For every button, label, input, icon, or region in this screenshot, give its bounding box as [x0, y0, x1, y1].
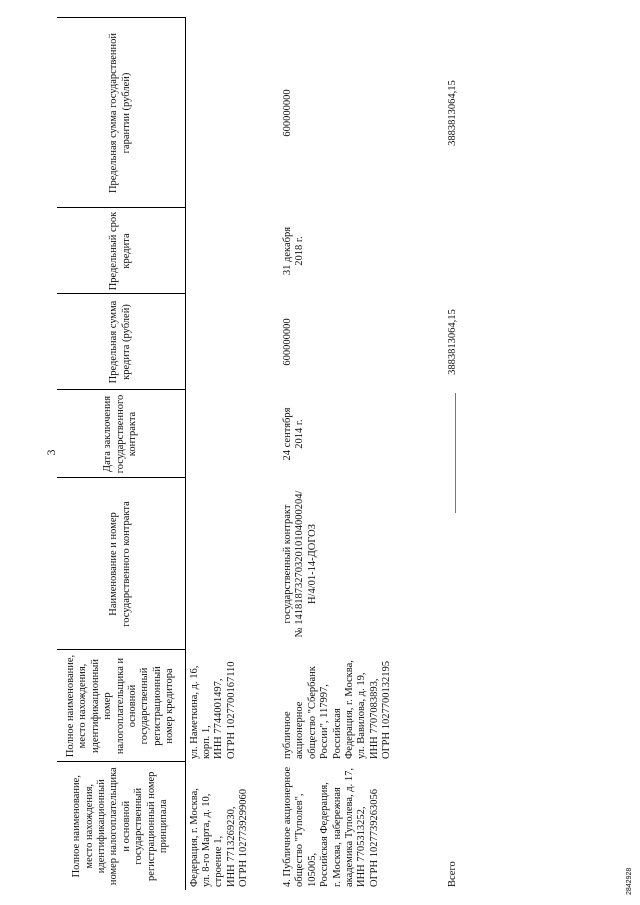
date-cell: 24 сентября 2014 г.: [282, 407, 306, 461]
header-term: Предельный срок кредита: [57, 208, 185, 294]
header-credit-sum: Предельная сумма кредита (рублей): [57, 294, 185, 390]
total-guarantee: 3883813064,15: [446, 80, 458, 146]
page-number: 3: [44, 449, 58, 456]
contract-cell: государственный контракт № 1418187327032010104000204/ Н/4/01-14-ДОГОЗ: [282, 490, 318, 638]
total-label: Всего: [446, 861, 458, 887]
principal-cell: Федерация, г. Москва, ул. 8-го Марта, д. 10, строение 1, ИНН 7713269230, ОГРН 1027739299060: [188, 788, 249, 887]
header-date: Дата заключения государственного контракта: [57, 390, 185, 478]
credit-sum-cell: 600000000: [282, 318, 293, 366]
guarantee-table: [57, 18, 459, 891]
header-contract: Наименование и номер государственного контракта: [57, 478, 185, 650]
credit-sum-cell: [185, 294, 279, 390]
table-row: [279, 18, 429, 890]
principal-cell: 4. Публичное акционерное общество "Туполев", 105005, Российская Федерация, г. Москва, набережная академика Туполева, д. 17, ИНН 7705313252, ОГРН 1027739263056: [282, 766, 380, 887]
separator-line: [455, 393, 456, 513]
term-cell: 31 декабря 2018 г.: [282, 226, 306, 276]
guarantee-cell: [185, 18, 279, 208]
header-guarantee: Предельная сумма государственной гарантии (рублей): [57, 18, 185, 208]
header-row: [57, 18, 185, 890]
creditor-cell: ул. Наметкина, д. 16, корп. 1, ИНН 7744001497, ОГРН 1027700167110: [188, 661, 237, 759]
term-cell: [185, 208, 279, 294]
table-row: [185, 18, 279, 890]
contract-cell: [185, 478, 279, 650]
creditor-cell: публичное акционерное общество "Сбербанк России", 117997, Российская Федерация, г. Москва, ул. Вавилова, д. 19, ИНН 7707083893, ОГРН 1027700132195: [282, 660, 392, 759]
header-principal: Полное наименование, место нахождения, идентификационный номер налогоплательщика и основной государственный регистрационный номер принципала: [57, 762, 185, 890]
total-empty-term: [429, 208, 459, 294]
guarantee-cell: 600000000: [282, 89, 293, 137]
header-creditor: Полное наименование, место нахождения, идентификационный номер налогоплательщика и основной государственный регистрационный номер кредитора: [57, 650, 185, 762]
total-credit-sum: 3883813064,15: [446, 309, 458, 375]
date-cell: [185, 390, 279, 478]
document-id: 2842928: [626, 867, 633, 895]
total-empty-creditor: [429, 650, 459, 762]
